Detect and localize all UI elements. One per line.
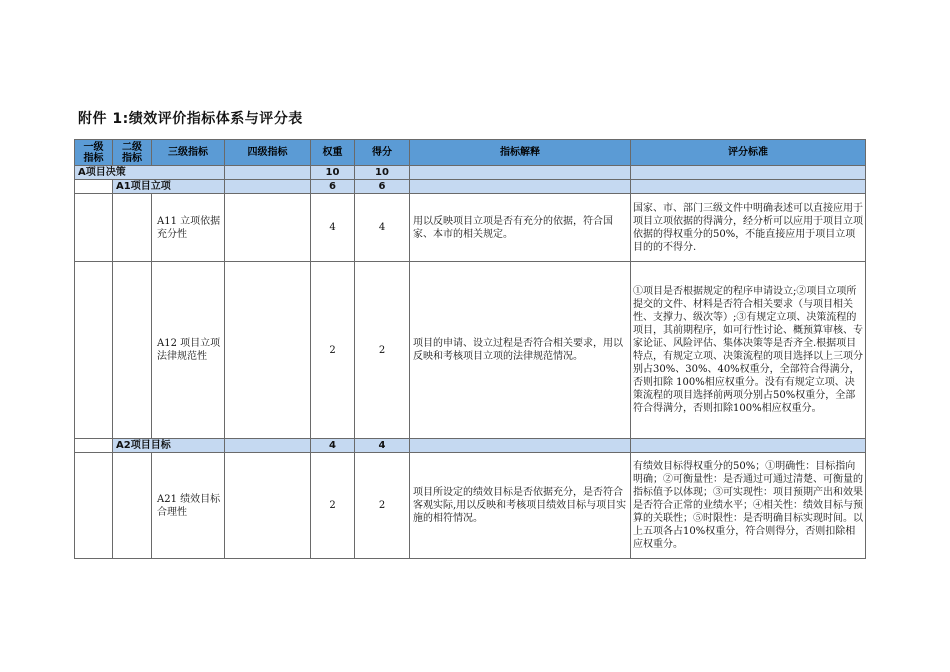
criteria-text: 国家、市、部门三级文件中明确表述可以直接应用于项目立项依据的得满分，经分析可以应用于项目立项依据的得权重分的50%，不能直接应用于项目立项目的的不得分.: [631, 194, 866, 262]
blank-cell: [225, 453, 311, 559]
header-explanation: 指标解释: [410, 140, 631, 166]
explanation-text: 用以反映项目立项是否有充分的依据，符合国家、本市的相关规定。: [410, 194, 631, 262]
evaluation-table: [74, 139, 866, 559]
criteria-text: ①项目是否根据规定的程序申请设立;②项目立项所提交的文件、材料是否符合相关要求（与项目相关性、支撑力、级次等）;③有规定立项、决策流程的项目，其前期程序，如可行性讨论、概预算审核、专家论证、风险评估、集体决策等是否齐全.根据项目特点，有规定立项、决策流程的项目选择以上三项分别占30%、30%、40%权重分，全部符合得满分，否则扣除 100%相应权重分。没有有规定立项、决策流程的项目选择前两项分别占50%权重分，全部符合得满分，否则扣除100%相应权重分。: [631, 262, 866, 439]
section-blank: [631, 439, 866, 453]
section-label: A2项目目标: [113, 439, 225, 453]
header-level3: 三级指标: [152, 140, 225, 166]
blank-cell: [113, 453, 152, 559]
indicator-name: A21 绩效目标合理性: [152, 453, 225, 559]
section-row-a: [75, 166, 866, 180]
section-blank: [410, 180, 631, 194]
section-weight: 4: [311, 439, 355, 453]
section-score: 10: [355, 166, 410, 180]
blank-cell: [75, 194, 113, 262]
header-weight: 权重: [311, 140, 355, 166]
section-weight: 6: [311, 180, 355, 194]
section-blank: [631, 166, 866, 180]
blank-cell: [75, 453, 113, 559]
section-blank: [225, 166, 311, 180]
section-label: A1项目立项: [113, 180, 225, 194]
section-score: 6: [355, 180, 410, 194]
section-row-a1: [75, 180, 866, 194]
header-level1: 一级 指标: [75, 140, 113, 166]
table-row: [75, 453, 866, 559]
section-blank: [225, 439, 311, 453]
section-weight: 10: [311, 166, 355, 180]
blank-cell: [75, 262, 113, 439]
explanation-text: 项目的申请、设立过程是否符合相关要求，用以反映和考核项目立项的法律规范情况。: [410, 262, 631, 439]
header-level2: 二级 指标: [113, 140, 152, 166]
table-row: [75, 262, 866, 439]
indicator-name: A12 项目立项法律规范性: [152, 262, 225, 439]
blank-cell: [113, 194, 152, 262]
section-row-a2: [75, 439, 866, 453]
score-value: 2: [355, 453, 410, 559]
blank-cell: [75, 180, 113, 194]
section-blank: [225, 180, 311, 194]
blank-cell: [75, 439, 113, 453]
score-value: 4: [355, 194, 410, 262]
page-title: 附件 1:绩效评价指标体系与评分表: [78, 111, 303, 127]
weight-value: 2: [311, 262, 355, 439]
blank-cell: [113, 262, 152, 439]
header-criteria: 评分标准: [631, 140, 866, 166]
section-blank: [410, 439, 631, 453]
explanation-text: 项目所设定的绩效目标是否依据充分，是否符合客观实际,用以反映和考核项目绩效目标与项目实施的相符情况。: [410, 453, 631, 559]
blank-cell: [225, 194, 311, 262]
header-level4: 四级指标: [225, 140, 311, 166]
section-blank: [631, 180, 866, 194]
weight-value: 4: [311, 194, 355, 262]
section-blank: [410, 166, 631, 180]
weight-value: 2: [311, 453, 355, 559]
score-value: 2: [355, 262, 410, 439]
criteria-text: 有绩效目标得权重分的50%；①明确性：目标指向明确；②可衡量性：是否通过可通过清楚、可衡量的指标值予以体现；③可实现性：项目预期产出和效果是否符合正常的业绩水平；④相关性：绩效目标与预算的关联性；⑤时限性：是否明确目标实现时间。以上五项各占10%权重分，符合则得分，否则扣除相应权重分。: [631, 453, 866, 559]
table-row: [75, 194, 866, 262]
blank-cell: [225, 262, 311, 439]
header-row: [75, 140, 866, 166]
indicator-name: A11 立项依据充分性: [152, 194, 225, 262]
section-score: 4: [355, 439, 410, 453]
header-score: 得分: [355, 140, 410, 166]
section-label: A项目决策: [75, 166, 225, 180]
